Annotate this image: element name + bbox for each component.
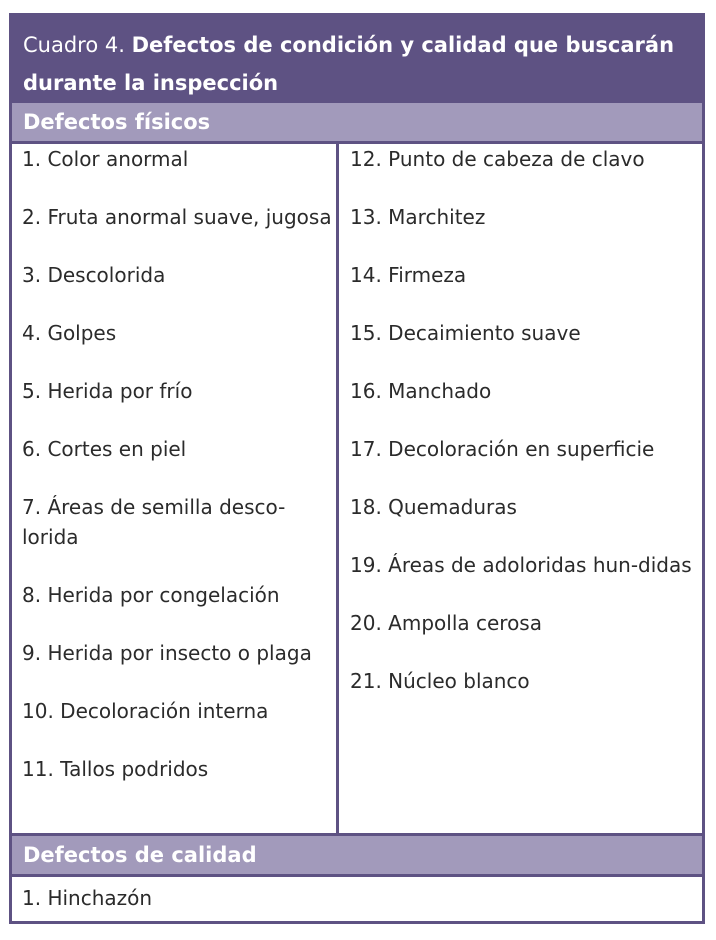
table-box (9, 13, 705, 924)
list-item: 18. Quemaduras (350, 495, 517, 519)
physical-defects-right-column (350, 144, 702, 724)
title-bold-line-1: Defectos de condición y calidad que buscarán (131, 33, 675, 57)
title-bold-line-2: durante la inspección (23, 71, 279, 95)
list-item: 9. Herida por insecto o plaga (22, 641, 312, 665)
section-header-quality: Defectos de calidad (12, 836, 702, 874)
list-item: 3. Descolorida (22, 263, 166, 287)
list-item: 7. Áreas de semilla desco-lorida (22, 495, 286, 549)
list-item: 20. Ampolla cerosa (350, 611, 542, 635)
quality-defects-list (22, 877, 152, 919)
list-item: 6. Cortes en piel (22, 437, 187, 461)
list-item: 12. Punto de cabeza de clavo (350, 147, 645, 171)
section-header-physical: Defectos físicos (12, 103, 702, 141)
column-divider (336, 141, 339, 836)
list-item: 1. Hinchazón (22, 886, 153, 910)
list-item: 19. Áreas de adoloridas hun-didas (350, 553, 692, 577)
list-item: 21. Núcleo blanco (350, 669, 530, 693)
list-item: 16. Manchado (350, 379, 492, 403)
list-item: 8. Herida por congelación (22, 583, 280, 607)
title-line-1 (23, 26, 702, 64)
physical-defects-left-column (22, 144, 332, 812)
list-item: 10. Decoloración interna (22, 699, 269, 723)
list-item: 4. Golpes (22, 321, 117, 345)
list-item: 17. Decoloración en superficie (350, 437, 655, 461)
list-item: 1. Color anormal (22, 147, 189, 171)
title-prefix: Cuadro 4. (23, 33, 125, 57)
list-item: 13. Marchitez (350, 205, 486, 229)
list-item: 14. Firmeza (350, 263, 467, 287)
list-item: 5. Herida por frío (22, 379, 193, 403)
list-item: 2. Fruta anormal suave, jugosa (22, 205, 332, 229)
list-item: 11. Tallos podridos (22, 757, 209, 781)
table-title (12, 16, 702, 100)
list-item: 15. Decaimiento suave (350, 321, 581, 345)
